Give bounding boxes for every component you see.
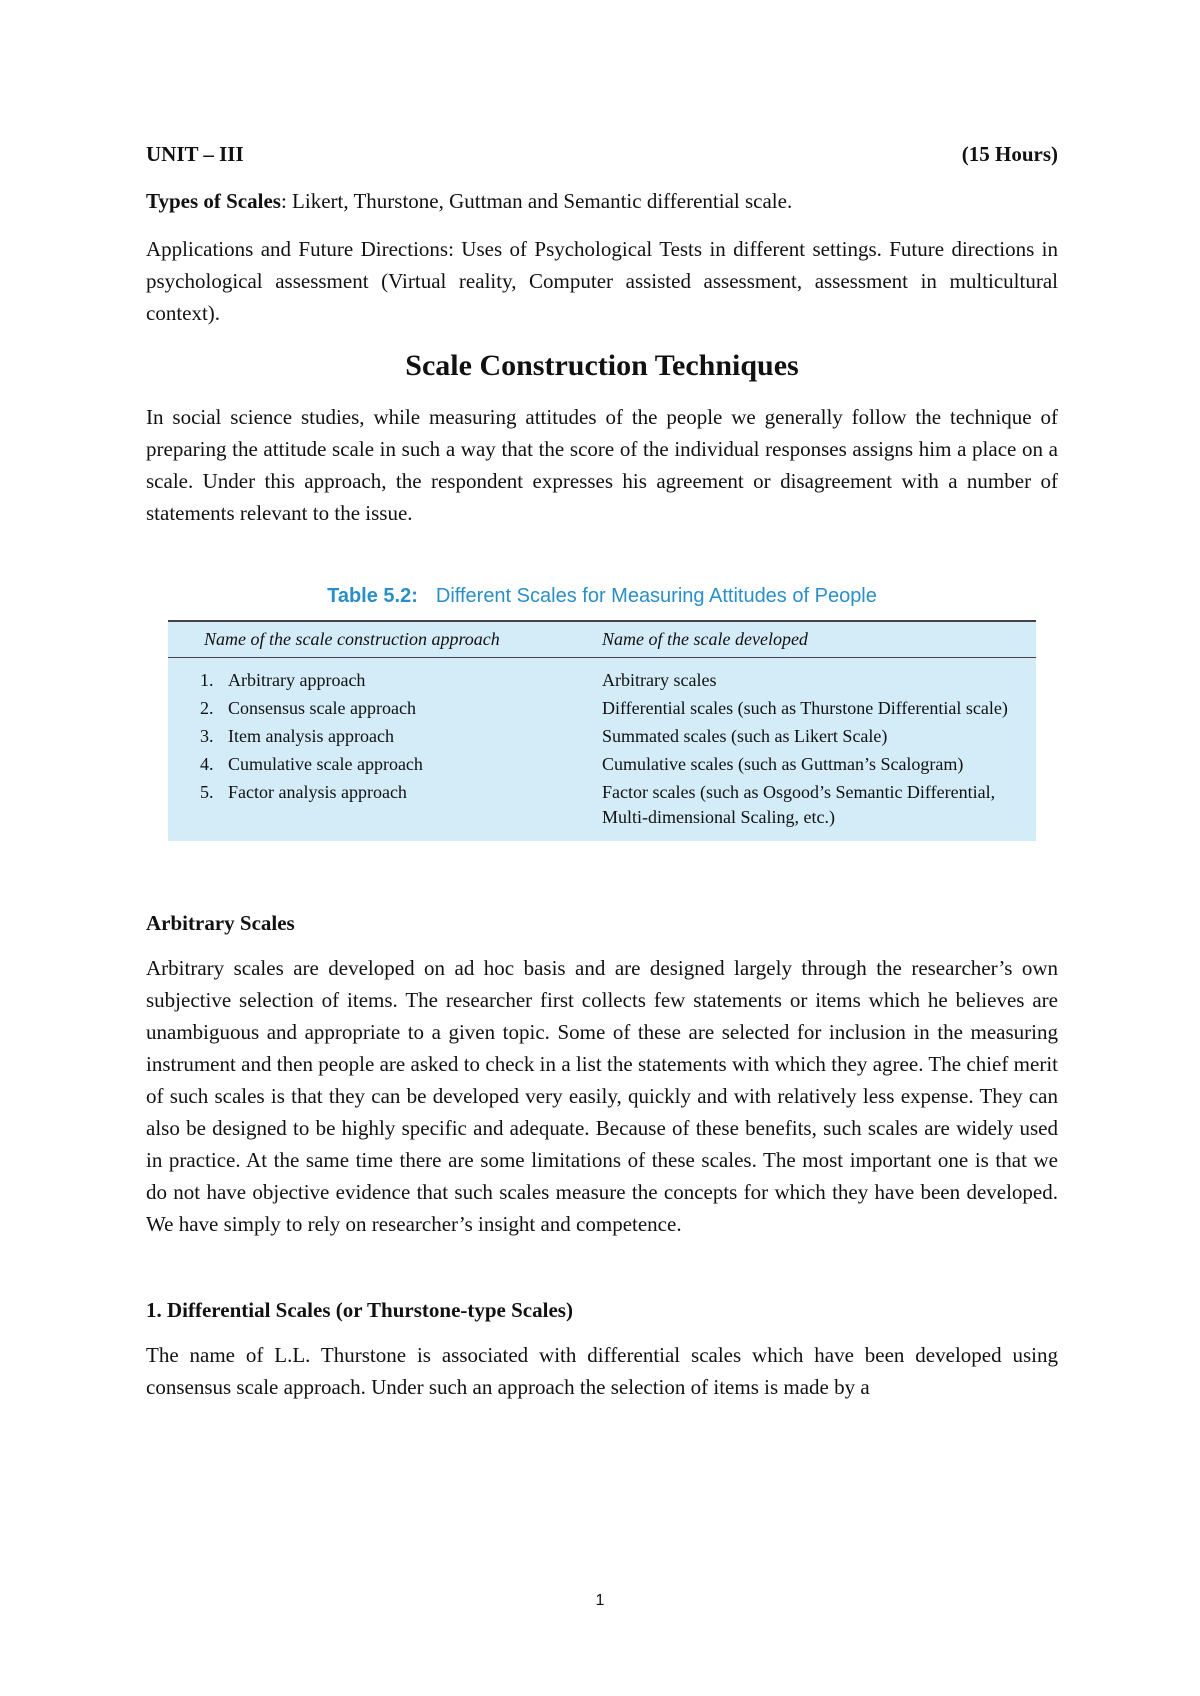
unit-hours: (15 Hours) (961, 142, 1058, 166)
table-header-row (168, 622, 1036, 658)
row-scale: Factor scales (such as Osgood’s Semantic Differential, Multi-dimensional Scaling, etc.) (602, 782, 996, 828)
unit-header (146, 140, 1058, 169)
row-number: 1. (200, 670, 214, 691)
table-row (168, 668, 1036, 693)
row-approach: Cumulative scale approach (228, 754, 423, 775)
row-number: 3. (200, 726, 214, 747)
page-number: 1 (595, 1592, 605, 1609)
arbitrary-paragraph: Arbitrary scales are developed on ad hoc basis and are designed largely through the researcher’s own subjective selection of items. The researcher first collects few statements or items which he believes are unambiguous and appropriate to a given topic. Some of these are selected for inclusion in the measuring instrument and then people are asked to check in a list the statements with which they agree. The chief merit of such scales is that they can be developed very easily, quickly and with relatively less expense. They can also be designed to be highly specific and adequate. Because of these benefits, such scales are widely used in practice. At the same time there are some limitations of these scales. The most important one is that we do not have objective evidence that such scales measure the concepts for which they have been developed. We have simply to rely on researcher’s insight and competence. (146, 956, 1058, 1237)
row-approach: Arbitrary approach (228, 670, 366, 691)
types-of-scales-line (146, 185, 1058, 217)
row-approach: Item analysis approach (228, 726, 394, 747)
row-scale: Cumulative scales (such as Guttman’s Scalogram) (602, 754, 964, 775)
row-scale: Differential scales (such as Thurstone Differential scale) (602, 698, 1008, 719)
types-of-scales-text: : Likert, Thurstone, Guttman and Semantic differential scale. (280, 189, 793, 214)
scales-table (168, 585, 1036, 841)
row-number: 2. (200, 698, 214, 719)
arbitrary-heading: Arbitrary Scales (146, 911, 295, 936)
table-header-scale: Name of the scale developed (602, 629, 808, 650)
row-number: 4. (200, 754, 214, 775)
table-caption (168, 585, 1036, 608)
table-caption-label: Table 5.2: (327, 585, 418, 608)
applications-paragraph: Applications and Future Directions: Uses of Psychological Tests in different settings. Future directions in psychological assessment (Virtual reality, Computer assisted assessment, assessment in multicultural context). (146, 237, 1058, 326)
types-of-scales-label: Types of Scales (146, 189, 281, 214)
differential-paragraph: The name of L.L. Thurstone is associated with differential scales which have been developed using consensus scale approach. Under such an approach the selection of items is made by a (146, 1343, 1058, 1400)
differential-heading: 1. Differential Scales (or Thurstone-type Scales) (146, 1298, 573, 1323)
table-rows (168, 658, 1036, 830)
table-row (168, 780, 1036, 830)
table-header-approach: Name of the scale construction approach (204, 629, 500, 650)
row-number: 5. (200, 782, 214, 803)
table-caption-text: Different Scales for Measuring Attitudes of People (435, 585, 877, 608)
intro-paragraph: In social science studies, while measuring attitudes of the people we generally follow the technique of preparing the attitude scale in such a way that the score of the individual responses assigns him a place on a scale. Under this approach, the respondent expresses his agreement or disagreement with a number of statements relevant to the issue. (146, 405, 1058, 526)
page-title: Scale Construction Techniques (405, 349, 799, 383)
table-body (168, 620, 1036, 841)
table-row (168, 696, 1036, 721)
table-row (168, 752, 1036, 777)
row-approach: Factor analysis approach (228, 782, 407, 803)
table-row (168, 724, 1036, 749)
unit-label: UNIT – III (146, 142, 244, 166)
document-page (146, 140, 1058, 1403)
row-approach: Consensus scale approach (228, 698, 416, 719)
row-scale: Summated scales (such as Likert Scale) (602, 726, 888, 747)
row-scale: Arbitrary scales (602, 670, 717, 691)
